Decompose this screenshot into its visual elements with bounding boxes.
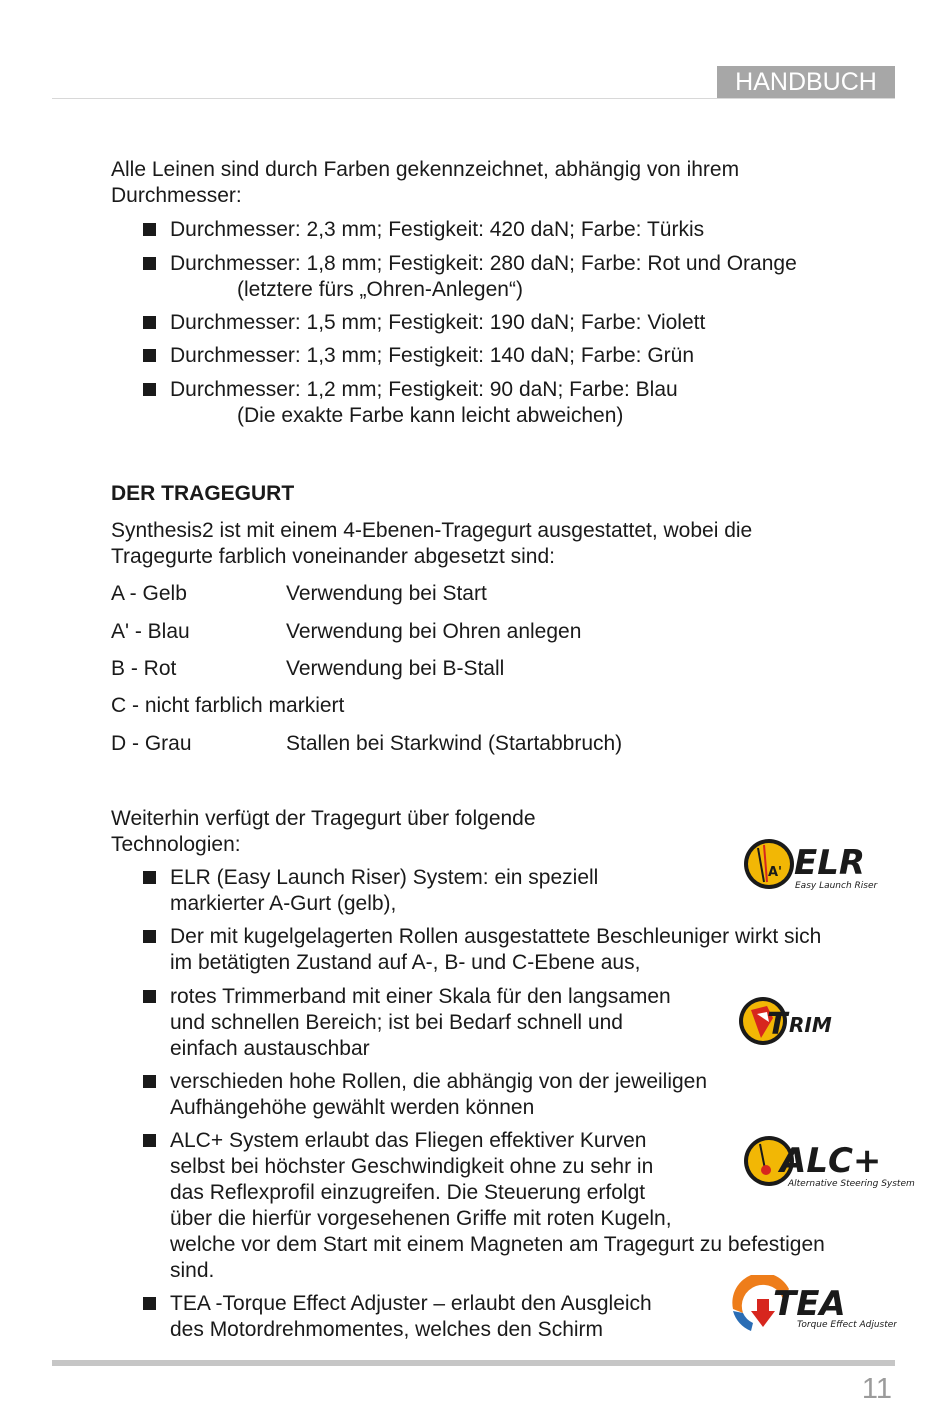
- tea-logo-subtitle: Torque Effect Adjuster: [797, 1320, 897, 1330]
- tech-item-text: selbst bei höchster Geschwindigkeit ohne zu sehr in: [170, 1155, 654, 1178]
- bullet-square-icon: [143, 930, 156, 943]
- riser-description: Verwendung bei Ohren anlegen: [286, 620, 582, 643]
- tech-intro-line-1: Weiterhin verfügt der Tragegurt über folgende: [111, 807, 536, 830]
- bullet-square-icon: [143, 1075, 156, 1088]
- alc-logo-text: ALC+: [780, 1141, 882, 1181]
- tech-item-text: Der mit kugelgelagerten Rollen ausgestattete Beschleuniger wirkt sich: [170, 925, 822, 948]
- page-number: 11: [861, 1373, 892, 1405]
- bullet-square-icon: [143, 990, 156, 1003]
- tech-item-text: sind.: [170, 1259, 215, 1282]
- tech-item-text: Aufhängehöhe gewählt werden können: [170, 1096, 535, 1119]
- tech-item-text: welche vor dem Start mit einem Magneten am Tragegurt zu befestigen: [170, 1233, 825, 1256]
- bullet-square-icon: [143, 316, 156, 329]
- line-spec-item: Durchmesser: 1,5 mm; Festigkeit: 190 daN; Farbe: Violett: [170, 311, 706, 334]
- tea-logo-text: TEA: [773, 1284, 846, 1324]
- bullet-square-icon: [143, 349, 156, 362]
- riser-description: Verwendung bei Start: [286, 582, 487, 605]
- tech-item-text: rotes Trimmerband mit einer Skala für den langsamen: [170, 985, 671, 1008]
- handbook-badge: HANDBUCH: [717, 66, 895, 99]
- elr-logo-text: ELR: [794, 843, 866, 883]
- tech-item-text: und schnellen Bereich; ist bei Bedarf schnell und: [170, 1011, 623, 1034]
- tech-intro-line-2: Technologien:: [111, 833, 241, 856]
- alc-logo-icon: [742, 1134, 917, 1192]
- tech-item-text: über die hierfür vorgesehenen Griffe mit roten Kugeln,: [170, 1207, 672, 1230]
- bullet-square-icon: [143, 383, 156, 396]
- bullet-square-icon: [143, 257, 156, 270]
- alc-logo-subtitle: Alternative Steering System: [788, 1179, 915, 1189]
- header-divider: [52, 98, 895, 99]
- trim-logo-icon: [737, 992, 857, 1050]
- line-spec-item: Durchmesser: 1,8 mm; Festigkeit: 280 daN; Farbe: Rot und Orange: [170, 252, 797, 275]
- bullet-square-icon: [143, 871, 156, 884]
- riser-label: B - Rot: [111, 657, 177, 680]
- elr-badge-text: A': [768, 865, 783, 880]
- trim-logo-initial: T: [767, 1007, 788, 1042]
- line-spec-note: (letztere fürs „Ohren-Anlegen“): [237, 278, 523, 301]
- lines-intro-line-2: Durchmesser:: [111, 184, 242, 207]
- riser-description: Stallen bei Starkwind (Startabbruch): [286, 732, 623, 755]
- line-spec-note: (Die exakte Farbe kann leicht abweichen): [237, 404, 624, 427]
- riser-label: A - Gelb: [111, 582, 187, 605]
- riser-label: A' - Blau: [111, 620, 190, 643]
- risers-intro-line-2: Tragegurte farblich voneinander abgesetzt sind:: [111, 545, 555, 568]
- tech-item-text: ALC+ System erlaubt das Fliegen effektiver Kurven: [170, 1129, 647, 1152]
- footer-divider: [52, 1360, 895, 1366]
- riser-label: D - Grau: [111, 732, 192, 755]
- tech-item-text: des Motordrehmomentes, welches den Schirm: [170, 1318, 604, 1341]
- bullet-square-icon: [143, 1297, 156, 1310]
- elr-logo-icon: [742, 836, 892, 894]
- risers-intro-line-1: Synthesis2 ist mit einem 4-Ebenen-Tragegurt ausgestattet, wobei die: [111, 519, 753, 542]
- line-spec-item: Durchmesser: 1,2 mm; Festigkeit: 90 daN; Farbe: Blau: [170, 378, 678, 401]
- line-spec-item: Durchmesser: 1,3 mm; Festigkeit: 140 daN; Farbe: Grün: [170, 344, 695, 367]
- tech-item-text: einfach austauschbar: [170, 1037, 370, 1060]
- line-spec-item: Durchmesser: 2,3 mm; Festigkeit: 420 daN; Farbe: Türkis: [170, 218, 705, 241]
- tech-item-text: ELR (Easy Launch Riser) System: ein speziell: [170, 866, 599, 889]
- bullet-square-icon: [143, 1134, 156, 1147]
- tech-item-text: das Reflexprofil einzugreifen. Die Steuerung erfolgt: [170, 1181, 646, 1204]
- lines-intro-line-1: Alle Leinen sind durch Farben gekennzeichnet, abhängig von ihrem: [111, 158, 740, 181]
- elr-logo-subtitle: Easy Launch Riser: [795, 881, 878, 891]
- trim-logo-text: RIM: [789, 1013, 832, 1037]
- tech-item-text: im betätigten Zustand auf A-, B- und C-Ebene aus,: [170, 951, 641, 974]
- tech-item-text: verschieden hohe Rollen, die abhängig von der jeweiligen: [170, 1070, 708, 1093]
- riser-description: Verwendung bei B-Stall: [286, 657, 505, 680]
- tech-item-text: markierter A-Gurt (gelb),: [170, 892, 397, 915]
- tech-item-text: TEA -Torque Effect Adjuster – erlaubt den Ausgleich: [170, 1292, 652, 1315]
- riser-label: C - nicht farblich markiert: [111, 694, 345, 717]
- bullet-square-icon: [143, 223, 156, 236]
- tea-logo-icon: [727, 1275, 897, 1335]
- section-heading-tragegurt: DER TRAGEGURT: [111, 482, 295, 505]
